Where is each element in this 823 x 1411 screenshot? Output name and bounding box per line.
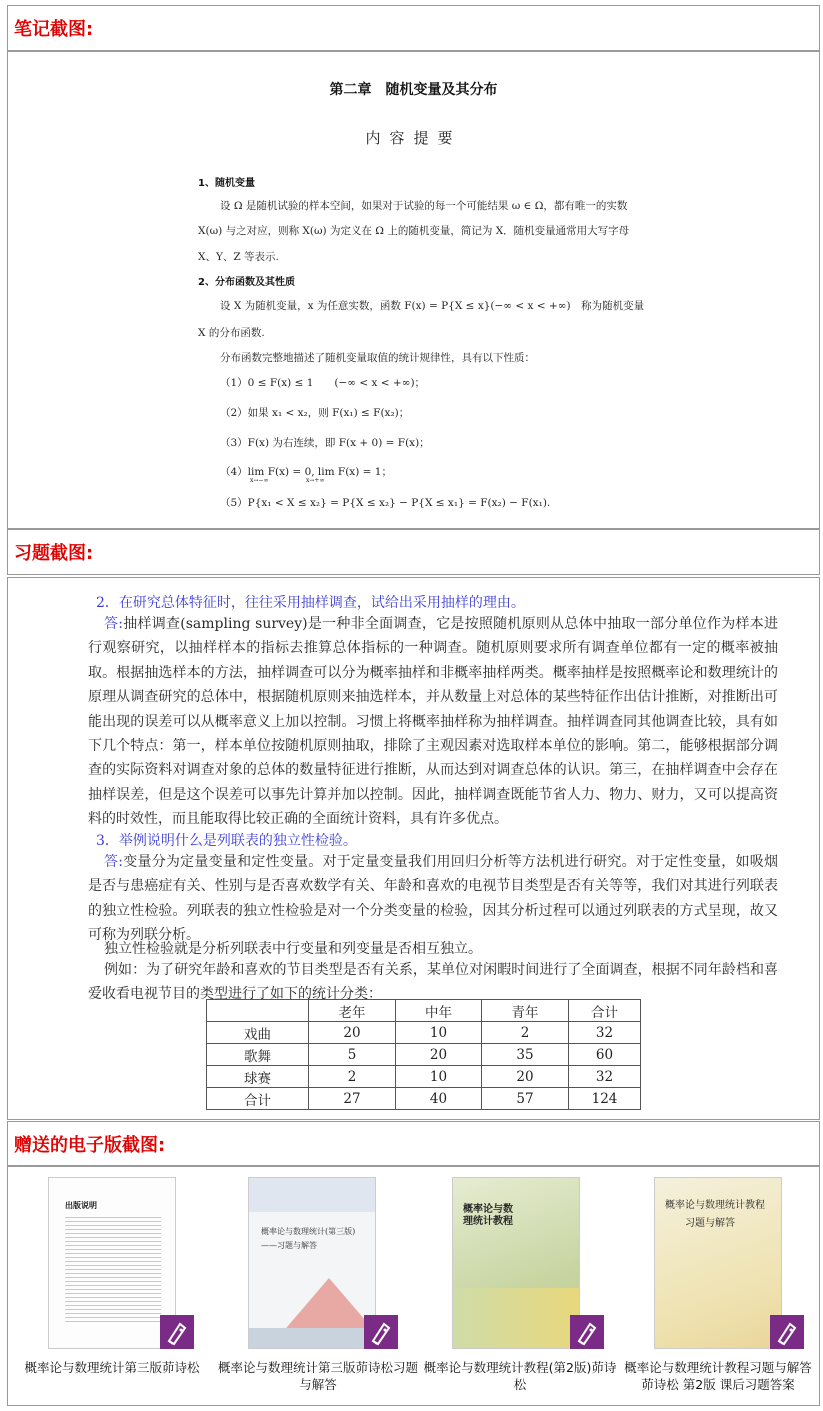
pdf-pen-icon	[160, 1315, 194, 1349]
cover-subtitle: ——习题与解答	[261, 1241, 317, 1250]
ebook-section-header	[7, 1121, 820, 1166]
answer-2	[88, 612, 778, 832]
notes-line: 设 X 为随机变量，x 为任意实数，函数 F(x) = P{X ≤ x}(−∞ < x < +∞) 称为随机变量	[220, 300, 645, 312]
property-4-sub-1: x→−∞	[250, 477, 269, 484]
table-cell: 2	[482, 1022, 569, 1044]
ebook-gallery	[7, 1166, 820, 1406]
chapter-title: 第二章 随机变量及其分布	[329, 82, 498, 98]
table-row	[207, 1022, 641, 1044]
table-cell: 2	[309, 1066, 396, 1088]
cover-gradient	[453, 1288, 579, 1349]
exercise-header-label: 习题截图:	[14, 543, 94, 564]
table-cell: 10	[396, 1066, 482, 1088]
answer-3-text: 变量分为定量变量和定性变量。对于定量变量我们用回归分析等方法机进行研究。对于定性变量，如吸烟是否与患癌症有关、性别与是否喜欢数学有关、年龄和喜欢的电视节目类型是否有关等等，我们对其进行列联表的独立性检验。列联表的独立性检验是对一个分类变量的检验，因其分析过程可以通过列联表的方式呈现，故又可称为列联分析。	[88, 854, 779, 944]
ebook-caption: 概率论与数理统计教程(第2版)茆诗松	[423, 1360, 617, 1392]
ebook-caption: 概率论与数理统计第三版茆诗松	[24, 1360, 200, 1375]
ebook-item[interactable]	[420, 1177, 620, 1402]
pdf-pen-icon	[364, 1315, 398, 1349]
table-cell: 35	[482, 1044, 569, 1066]
table-cell: 球赛	[207, 1066, 309, 1088]
property-4: （4）lim F(x) = 0, lim F(x) = 1；	[220, 466, 392, 478]
table-cell: 5	[309, 1044, 396, 1066]
table-header-cell: 中年	[396, 1000, 482, 1022]
book-cover[interactable]	[48, 1177, 176, 1349]
table-cell: 32	[569, 1022, 641, 1044]
property-4-sub-2: x→+∞	[306, 477, 325, 484]
property-1: （1）0 ≤ F(x) ≤ 1 (−∞ < x < +∞)；	[220, 377, 426, 389]
table-cell: 32	[569, 1066, 641, 1088]
table-cell: 60	[569, 1044, 641, 1066]
ebook-item[interactable]	[12, 1177, 212, 1402]
cover-title: 概率论与数理统计教程	[463, 1204, 513, 1227]
cover-subtitle: 习题与解答	[685, 1218, 735, 1229]
notes-heading-1: 1、随机变量	[198, 178, 255, 189]
table-cell: 20	[482, 1066, 569, 1088]
table-cell: 40	[396, 1088, 482, 1110]
cover-text-lines	[65, 1214, 161, 1324]
question-3: 3．举例说明什么是列联表的独立性检验。	[96, 833, 357, 849]
table-cell: 57	[482, 1088, 569, 1110]
contingency-table	[206, 999, 641, 1110]
table-header-cell: 老年	[309, 1000, 396, 1022]
cover-title: 出版说明	[65, 1201, 97, 1210]
answer-label: 答:	[104, 854, 123, 870]
property-2: （2）如果 x₁ < x₂，则 F(x₁) ≤ F(x₂)；	[220, 407, 410, 419]
property-5: （5）P{x₁ < X ≤ x₂} = P{X ≤ x₂} − P{X ≤ x₁} = F(x₂) − F(x₁).	[220, 497, 551, 509]
question-2: 2．在研究总体特征时，往往采用抽样调查，试给出采用抽样的理由。	[96, 595, 525, 611]
table-header-row	[207, 1000, 641, 1022]
answer-3-paragraph-3: 例如：为了研究年龄和喜欢的节目类型是否有关系，某单位对闲暇时间进行了全面调查，根据不同年龄档和喜爱收看电视节目的类型进行了如下的统计分类：	[88, 962, 778, 1003]
cover-title: 概率论与数理统计(第三版)	[261, 1227, 356, 1236]
table-row	[207, 1088, 641, 1110]
cover-banner	[249, 1178, 375, 1212]
book-cover[interactable]	[248, 1177, 376, 1349]
answer-3	[88, 850, 778, 948]
cover-title: 概率论与数理统计教程	[665, 1200, 765, 1211]
table-cell: 戏曲	[207, 1022, 309, 1044]
table-row	[207, 1044, 641, 1066]
table-header-cell: 合计	[569, 1000, 641, 1022]
table-cell: 歌舞	[207, 1044, 309, 1066]
ebook-item[interactable]	[218, 1177, 418, 1402]
table-cell: 20	[309, 1022, 396, 1044]
pdf-pen-icon	[570, 1315, 604, 1349]
table-header-cell: 青年	[482, 1000, 569, 1022]
notes-section-header	[7, 5, 820, 51]
notes-screenshot	[7, 51, 820, 529]
answer-label: 答:	[104, 616, 123, 632]
ebook-caption: 概率论与数理统计第三版茆诗松习题与解答	[218, 1360, 419, 1392]
table-header-cell	[207, 1000, 309, 1022]
table-cell: 10	[396, 1022, 482, 1044]
notes-line: X(ω) 与之对应，则称 X(ω) 为定义在 Ω 上的随机变量，简记为 X．随机变量通常用大写字母	[198, 225, 630, 237]
exercise-section-header	[7, 529, 820, 575]
book-cover[interactable]	[452, 1177, 580, 1349]
answer-3-paragraph-2: 独立性检验就是分析列联表中行变量和列变量是否相互独立。	[104, 941, 482, 957]
table-row	[207, 1066, 641, 1088]
table-cell: 124	[569, 1088, 641, 1110]
cover-footer	[249, 1328, 375, 1349]
answer-2-text: 抽样调查(sampling survey)是一种非全面调查，它是按照随机原则从总体中抽取一部分单位作为样本进行观察研究，以抽样样本的指标去推算总体指标的一种调查。随机原则要求所有调查单位都有一定的概率被抽取。根据抽选样本的方法，抽样调查可以分为概率抽样和非概率抽样两类。概率抽样是按照概率论和数理统计的原理从调查研究的总体中，根据随机原则来抽选样本，并从数量上对总体的某些特征作出估计推断，对推断出可能出现的误差可以从概率意义上加以控制。习惯上将概率抽样称为抽样调查。抽样调查同其他调查比较，具有如下几个特点：第一，样本单位按随机原则抽取，排除了主观因素对选取样本单位的影响。第二，能够根据部分调查的实际资料对调查对象的总体的数量特征进行推断，从而达到对调查总体的认识。第三，在抽样调查中会存在抽样误差，但是这个误差可以事先计算并加以控制。因此，抽样调查既能节省人力、物力、财力，又可以提高资料的时效性，而且能取得比较正确的全面统计资料，具有许多优点。	[88, 616, 779, 828]
notes-header-label: 笔记截图:	[14, 19, 94, 40]
table-cell: 27	[309, 1088, 396, 1110]
table-cell: 合计	[207, 1088, 309, 1110]
ebook-header-label: 赠送的电子版截图:	[14, 1134, 166, 1156]
notes-line: X 的分布函数.	[198, 327, 265, 339]
ebook-caption: 概率论与数理统计教程习题与解答 茆诗松 第2版 课后习题答案	[624, 1360, 812, 1392]
exercise-screenshot	[7, 577, 820, 1120]
notes-heading-2: 2、分布函数及其性质	[198, 277, 295, 288]
chapter-subtitle: 内容提要	[365, 129, 462, 147]
book-cover[interactable]	[654, 1177, 782, 1349]
ebook-item[interactable]	[618, 1177, 818, 1402]
pdf-pen-icon	[770, 1315, 804, 1349]
notes-line: 分布函数完整地描述了随机变量取值的统计规律性，具有以下性质：	[220, 352, 535, 364]
notes-line: X、Y、Z 等表示.	[198, 251, 279, 263]
table-cell: 20	[396, 1044, 482, 1066]
notes-line: 设 Ω 是随机试验的样本空间，如果对于试验的每一个可能结果 ω ∈ Ω，都有唯一的实数	[220, 200, 628, 212]
property-3: （3）F(x) 为右连续，即 F(x + 0) = F(x)；	[220, 437, 430, 449]
